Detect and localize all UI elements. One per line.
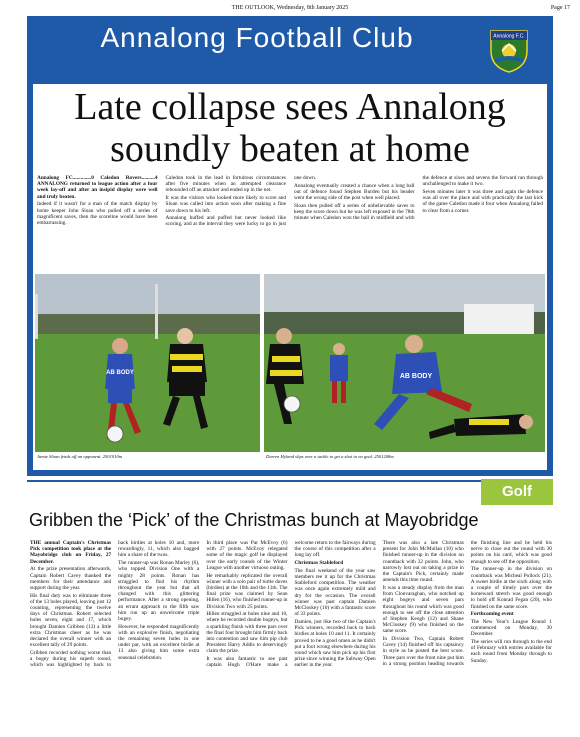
paragraph xyxy=(30,593,111,649)
paragraph xyxy=(471,566,552,609)
paragraph-text: It was a steady display from the man from Clonvaraghan, who notched up eight bogeys and seven pars throughout his round which was good enough to see off the close attention of Stephen Keogh (12) and Shane McCloskey (9) who finished on the same score. xyxy=(382,584,464,635)
paragraph-text: Hillen struggled at holes nine and 10, where he recorded double bogeys, but a sparkling finish with three pars over the final four brought him firmly back into contention and saw him pip club President Harry Addis to deservingly claim the prize. xyxy=(206,611,288,655)
paragraph-text: However, he responded magnificently with an explosive finish, negotiating the remaining seven holes in one under par, with an excellent birdie at 13 also giving him some extra seasonal celebration. xyxy=(118,623,200,661)
paragraph xyxy=(37,175,158,200)
photo-caption-1: Jamie Sloan fends off an opponent. 2501010m xyxy=(37,454,123,459)
publication-line: THE OUTLOOK, Wednesday, 8th January 2025 xyxy=(231,5,349,11)
golf-headline: Gribben the ‘Pick’ of the Christmas bunch at Mayobridge xyxy=(29,510,479,530)
paragraph-text: The runner-up was Ronan Marley (6), who topped Division One with a mighty 28 points. Ronan has struggled to find his rhythm throughout the year but that all changed with this glittering performance. After a strong opening, an errant approach to the fifth saw him run up an unwelcome triple bogey. xyxy=(118,560,200,622)
subheading-text: Forthcoming event xyxy=(470,611,514,618)
paragraph-text: It was the visitors who looked more likely to score and Sloan was called into action soon after making a fine save down to his left. xyxy=(165,195,286,214)
running-header xyxy=(0,0,580,16)
golf-section-rule xyxy=(27,480,481,482)
paragraph-text: It was also fantastic to see past captain Hugh O'Hare make a welcome return to the fairways during the course of this competition after a long lay off. xyxy=(206,540,376,669)
paragraph-text: Sloan then pulled off a series of unbelievable saves to keep the score down but he was left exposed in the 78th minute when Caledon won the ball in midfield and with the defence at sixes and sevens the forward ran through unchallenged to make it two. xyxy=(294,175,543,222)
golf-section-tab: Golf xyxy=(481,479,553,505)
paragraph xyxy=(118,560,199,622)
paragraph-text: Seven minutes later it was three and again the defence was all over the place and with practically the last kick of the game Caledon made it four when Annalong failed to clear from a corner. xyxy=(422,188,543,214)
paragraph xyxy=(37,201,158,226)
paragraph-text: His final duty was to eliminate three of the 13 holes played, leaving just 12 counting, representing the twelve days of Christmas. Robert selected holes seven, eight and 17, which brought Damien Gribben (12) a little extra Christmas cheer as he was declared the overall winner with an excellent tally of 29 points. xyxy=(30,592,112,649)
paragraph xyxy=(30,540,111,565)
paragraph-text: The runner-up in the division on countback was Micheal Pollock (21). A sweet birdie at the sixth along with a couple of timely pars over the homeward stretch was good enough to hold off Konrad Fegan (20), who finished on the same score. xyxy=(470,566,552,610)
article-body xyxy=(37,175,543,273)
paragraph-text: The New Year's League Round 1 commenced on Monday, 30 December. xyxy=(470,618,552,638)
subheading-text: Christmas Stableford xyxy=(294,560,344,567)
paragraph-text: Annalong eventually created a chance when a long ball out of defence found Stephen Burden but his header went the wrong side of the post when well placed. xyxy=(294,182,415,202)
page-number: Page 17 xyxy=(550,5,570,11)
paragraph-text: Caledon took in the lead in fortuitous circumstances after five minutes when an attempted clearance rebounded off an attacker and ended up in the net. xyxy=(165,175,286,194)
photo-caption-2: Darren Hyland slips over a tackle to get a shot in on goal. 2501208m xyxy=(266,454,394,459)
paragraph-text: In Division Two, Captain Robert Cavey (14) finished off his captaincy in style as he posted the best score. Three pars over the front nine put him in a strong position heading towards the finishing line and he held his nerve to close out the round with 30 points on his card, which was good enough to see off the opposition. xyxy=(382,540,552,667)
svg-text:AB BODY: AB BODY xyxy=(399,373,433,380)
paragraph-text: There was also a late Christmas present for John McMullan (10) who finished runner-up in the division on countback with 32 points. John, who narrowly lost out on taking a prize in the Captain's Pick, certainly made amends this time round. xyxy=(382,540,464,584)
paragraph xyxy=(471,639,552,664)
paragraph-text: At the prize presentation afterwards, Captain Robert Cavey thanked the members for their attendance and support during the year. xyxy=(30,566,112,591)
section-title: Annalong Football Club xyxy=(100,22,414,53)
paragraph xyxy=(206,540,287,571)
article-headline: Late collapse sees Annalong soundly beaten at home xyxy=(74,86,506,170)
paragraph xyxy=(423,189,544,214)
football-banner xyxy=(27,16,553,476)
paragraph xyxy=(30,566,111,591)
paragraph xyxy=(206,611,287,654)
article xyxy=(33,84,547,470)
paragraph xyxy=(471,619,552,638)
match-photo-goalkeeper xyxy=(35,274,260,452)
golf-article-body xyxy=(30,540,552,730)
svg-text:Annalong F.C.: Annalong F.C. xyxy=(493,33,525,40)
paragraph xyxy=(294,183,415,202)
paragraph-text: The final weekend of the year saw members tee it up for the Christmas Stableford competition. The weather was once again extremely mild and dry for the occasion. The overall winner was past captain Damien McCloskey (10) with a fantastic score of 33 points. xyxy=(294,567,376,618)
paragraph-text: He remarkably replicated the overall winner with a solo pair of turtle doves (birdies) at the 10th and the 11th. The final prize was claimed by Sean Hillen (16), who finished runner-up in Division Two with 25 points. xyxy=(206,572,288,610)
paragraph-text: Damien, just like two of the Captain's Pick winners, recorded back to back birdies at holes 10 and 11. It certainly proved to be a good omen as he didn't put a foot wrong elsewhere during his round which saw him pick up his first prize since winning the Subway Open earlier in the year. xyxy=(294,618,376,669)
paragraph-text: Indeed if it wasn't for a man of the match display by home keeper John Sloan who pulled off a series of magnificent saves, then the scoreline would have been embarrassing. xyxy=(37,201,158,226)
paragraph xyxy=(166,195,287,214)
club-crest-logo xyxy=(489,29,529,73)
svg-text:AB BODY: AB BODY xyxy=(106,370,134,376)
subheading xyxy=(471,611,552,617)
paragraph xyxy=(166,175,287,194)
paragraph xyxy=(118,624,199,661)
paragraph xyxy=(206,573,287,610)
paragraph-text: The series will run through to the end of February with entries available for each round from Monday through to Sunday. xyxy=(470,639,552,664)
subheading xyxy=(294,560,375,566)
match-photo-tackle xyxy=(264,274,545,452)
paragraph xyxy=(294,619,375,669)
paragraph-text: Annalong huffed and puffed but never looked like scoring, and at the interval they were lucky to go in just one down. xyxy=(165,175,317,228)
paragraph xyxy=(383,585,464,635)
bold-lead: THE annual Captain's Christmas Pick competition took place at the Mayobridge club on Friday, 27 December. xyxy=(30,540,112,565)
paragraph xyxy=(383,540,464,583)
paragraph-text: In third place was Pat McEvoy (6) with 27 points. McEvoy relegated some of the magic golf he displayed over the early rounds of the Winter League with another virtuoso outing. xyxy=(206,540,288,571)
paragraph-text: Gribben recorded nothing worse than a bogey during his superb round, which was highlighted by back to back birdies at holes 10 and, more rewardingly, 11, which also bagged him a share of the twos. xyxy=(30,540,200,669)
bold-lead: Annalong FC..............0 Caledon Rovers..........4 ANNALONG returned to league action after a four week lay-off and after an insipid display were well and truly beaten. xyxy=(37,175,158,200)
paragraph xyxy=(294,568,375,618)
